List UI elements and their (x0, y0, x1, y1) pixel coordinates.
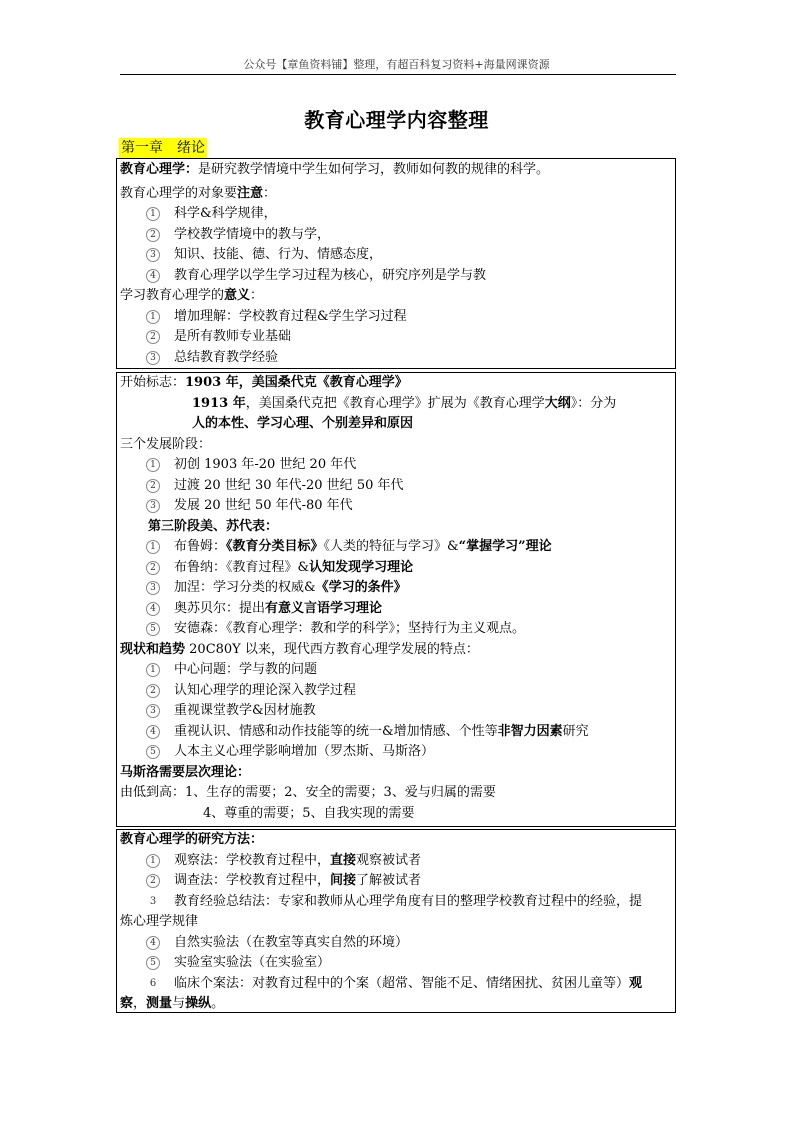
rep4-b: 有意义言语学习理论 (265, 600, 383, 616)
m6-b: 观 (629, 975, 643, 991)
header-rule (120, 74, 676, 75)
list-item (120, 871, 672, 892)
number-icon: 3 (146, 248, 160, 262)
number-icon: 3 (149, 895, 157, 907)
notes-intro: 教育心理学的对象要 (120, 185, 238, 201)
y1913-bold2: 大纲 (544, 395, 571, 411)
m3-line1: 教育经验总结法：专家和教师从心理学角度有目的整理学校教育过程中的经验，提 (174, 893, 643, 909)
list-item (120, 225, 672, 246)
methods-title: 教育心理学的研究方法： (120, 832, 264, 847)
list-item (120, 892, 672, 913)
meaning-bold: 意义 (224, 288, 251, 303)
list-item (120, 681, 672, 702)
m6-a: 临床个案法：对教育过程中的个案（超常、智能不足、情绪困扰、贫困儿童等） (174, 975, 630, 991)
list-item-text: 知识、技能、德、行为、情感态度， (174, 247, 383, 262)
number-icon: 2 (146, 479, 160, 493)
number-icon: 2 (146, 228, 160, 242)
y1913-line2 (120, 414, 672, 435)
number-icon: 4 (146, 936, 160, 950)
rep2-a: 布鲁纳：《教育过程》& (174, 559, 310, 575)
list-item (120, 619, 672, 640)
list-item-text: 科学&科学规律， (174, 206, 277, 221)
list-item-text: 教育心理学以学生学习过程为核心，研究序列是学与教 (174, 267, 487, 283)
list-item (120, 455, 672, 476)
definition-term: 教育心理学： (120, 162, 199, 177)
number-icon: 5 (146, 745, 160, 759)
rep1-c: 《人类的特征与学习》& (323, 539, 459, 554)
list-item (120, 496, 672, 517)
m6-h: 。 (211, 996, 225, 1011)
list-item-text: 学校教学情境中的教与学， (174, 226, 331, 242)
trend-line (120, 640, 672, 661)
list-item-text: 实验室实验法（在实验室） (174, 955, 331, 970)
list-item (120, 476, 672, 497)
maslow-line1: 由低到高：1、生存的需要；2、安全的需要；3、爱与归属的需要 (120, 785, 496, 800)
number-icon: 3 (146, 351, 160, 365)
list-item (120, 933, 672, 954)
number-icon: 2 (146, 561, 160, 575)
rep3-a: 加涅：学习分类的权威& (174, 580, 316, 595)
list-item (120, 204, 672, 225)
number-icon: 6 (149, 977, 157, 989)
maslow-title: 马斯洛需要层次理论： (120, 764, 251, 780)
stages-label: 三个发展阶段： (120, 436, 212, 452)
rep1-a: 布鲁姆： (174, 539, 227, 554)
methods-title-line (120, 830, 672, 851)
y1913-text: ，美国桑代克把《教育心理学》扩展为《教育心理学 (245, 395, 545, 411)
list-item-text: 安德森：《教育心理学：教和学的科学》；坚持行为主义观点。 (174, 621, 526, 636)
number-icon: 1 (146, 458, 160, 472)
m2-c: 了解被试者 (356, 873, 422, 888)
trend4-b: 非智力因素 (497, 723, 563, 739)
page-header: 公众号【章鱼资料铺】整理，有超百科复习资料+海量网课资源 (243, 58, 550, 71)
maslow-line2: 4、尊重的需要；5、自我实现的需要 (203, 805, 415, 821)
number-icon: 4 (146, 725, 160, 739)
rep2-b: 认知发现学习理论 (309, 559, 414, 575)
number-icon: 1 (146, 854, 160, 868)
number-icon: 2 (146, 330, 160, 344)
list-item (120, 327, 672, 348)
list-item (120, 266, 672, 287)
rep4-a: 奥苏贝尔：提出 (174, 600, 266, 616)
y1913-end: 》：分为 (570, 395, 617, 411)
list-item-text: 中心问题：学与教的问题 (174, 662, 318, 677)
y1913-bold: 1913 年 (192, 395, 246, 411)
m1-b: 直接 (330, 852, 357, 868)
list-item (120, 307, 672, 328)
meaning-end: ： (250, 288, 264, 303)
list-item-text: 初创 1903 年-20 世纪 20 年代 (174, 457, 357, 472)
number-icon: 3 (146, 581, 160, 595)
m6-e: 测量 (146, 996, 173, 1011)
list-item-text: 增加理解：学校教育过程&学生学习过程 (174, 308, 407, 324)
number-icon: 1 (146, 540, 160, 554)
list-item (120, 974, 672, 995)
number-icon: 1 (146, 663, 160, 677)
m3-line2: 炼心理学规律 (120, 914, 199, 929)
chapter-heading: 第一章 绪论 (121, 140, 205, 156)
m6-g: 操纵 (185, 996, 212, 1011)
start-label: 开始标志： (120, 375, 186, 390)
list-item (120, 558, 672, 579)
trend4-a: 重视认识、情感和动作技能等的统一&增加情感、个性等 (174, 723, 498, 739)
list-item-text: 是所有教师专业基础 (174, 329, 292, 344)
number-icon: 3 (146, 704, 160, 718)
list-item (120, 537, 672, 558)
rep3-b: 《学习的条件》 (315, 580, 407, 595)
notes-end: ： (263, 185, 277, 201)
m6-line2 (120, 994, 672, 1015)
number-icon: 4 (146, 602, 160, 616)
list-item (120, 660, 672, 681)
m6-f: 与 (172, 996, 186, 1011)
rep1-b: 《教育分类目标》 (226, 539, 324, 554)
maslow-title-line (120, 763, 672, 784)
list-item (120, 722, 672, 743)
methods-box (116, 829, 676, 1013)
document-title: 教育心理学内容整理 (304, 108, 489, 132)
list-item-text: 认知心理学的理论深入教学过程 (174, 682, 357, 698)
m2-a: 调查法：学校教育过程中， (174, 873, 331, 888)
number-icon: 1 (146, 207, 160, 221)
start-bold: 1903 年，美国桑代克《教育心理学》 (185, 375, 408, 390)
m6-c: 察 (120, 996, 134, 1011)
y1913-line (120, 394, 672, 415)
list-item (120, 245, 672, 266)
list-item (120, 348, 672, 369)
list-item (120, 851, 672, 872)
y1913-line2-text: 人的本性、学习心理、个别差异和原因 (192, 416, 414, 431)
list-item (120, 701, 672, 722)
list-item-text: 总结教育教学经验 (174, 349, 279, 365)
list-item-text: 发展 20 世纪 50 年代-80 年代 (174, 498, 353, 513)
number-icon: 2 (146, 684, 160, 698)
list-item-text: 过渡 20 世纪 30 年代-20 世纪 50 年代 (174, 477, 404, 493)
number-icon: 3 (146, 499, 160, 513)
m1-a: 观察法：学校教育过程中， (174, 852, 331, 868)
history-box (116, 372, 676, 827)
list-item-text: 重视课堂教学&因材施教 (174, 703, 316, 718)
definition-text: 是研究教学情境中学生如何学习，教师如何教的规律的科学。 (198, 162, 550, 177)
notes-bold: 注意 (237, 185, 264, 201)
number-icon: 5 (146, 622, 160, 636)
number-icon: 5 (146, 956, 160, 970)
list-item-text: 人本主义心理学影响增加（罗杰斯、马斯洛） (174, 744, 435, 759)
definition-box (116, 158, 676, 369)
m2-b: 间接 (330, 873, 357, 888)
number-icon: 2 (146, 874, 160, 888)
reps-label-line (120, 517, 672, 538)
number-icon: 4 (146, 269, 160, 283)
notes-intro-line (120, 184, 672, 205)
number-icon: 1 (146, 310, 160, 324)
rep1-d: “掌握学习”理论 (458, 539, 552, 554)
list-item (120, 599, 672, 620)
meaning-intro: 学习教育心理学的 (120, 288, 225, 303)
reps-label: 第三阶段美、苏代表： (148, 518, 279, 534)
meaning-intro-line (120, 286, 672, 307)
list-item (120, 742, 672, 763)
definition-line (120, 160, 672, 181)
trend-bold: 现状和趋势 (120, 641, 186, 657)
list-item (120, 578, 672, 599)
m1-c: 观察被试者 (356, 852, 422, 868)
start-line (120, 373, 672, 394)
trend4-c: 研究 (562, 723, 589, 739)
list-item-text: 自然实验法（在教室等真实自然的环境） (174, 934, 409, 950)
trend-text: 20C80Y 以来，现代西方教育心理学发展的特点： (185, 641, 479, 657)
list-item (120, 953, 672, 974)
m6-d: ， (133, 996, 147, 1011)
